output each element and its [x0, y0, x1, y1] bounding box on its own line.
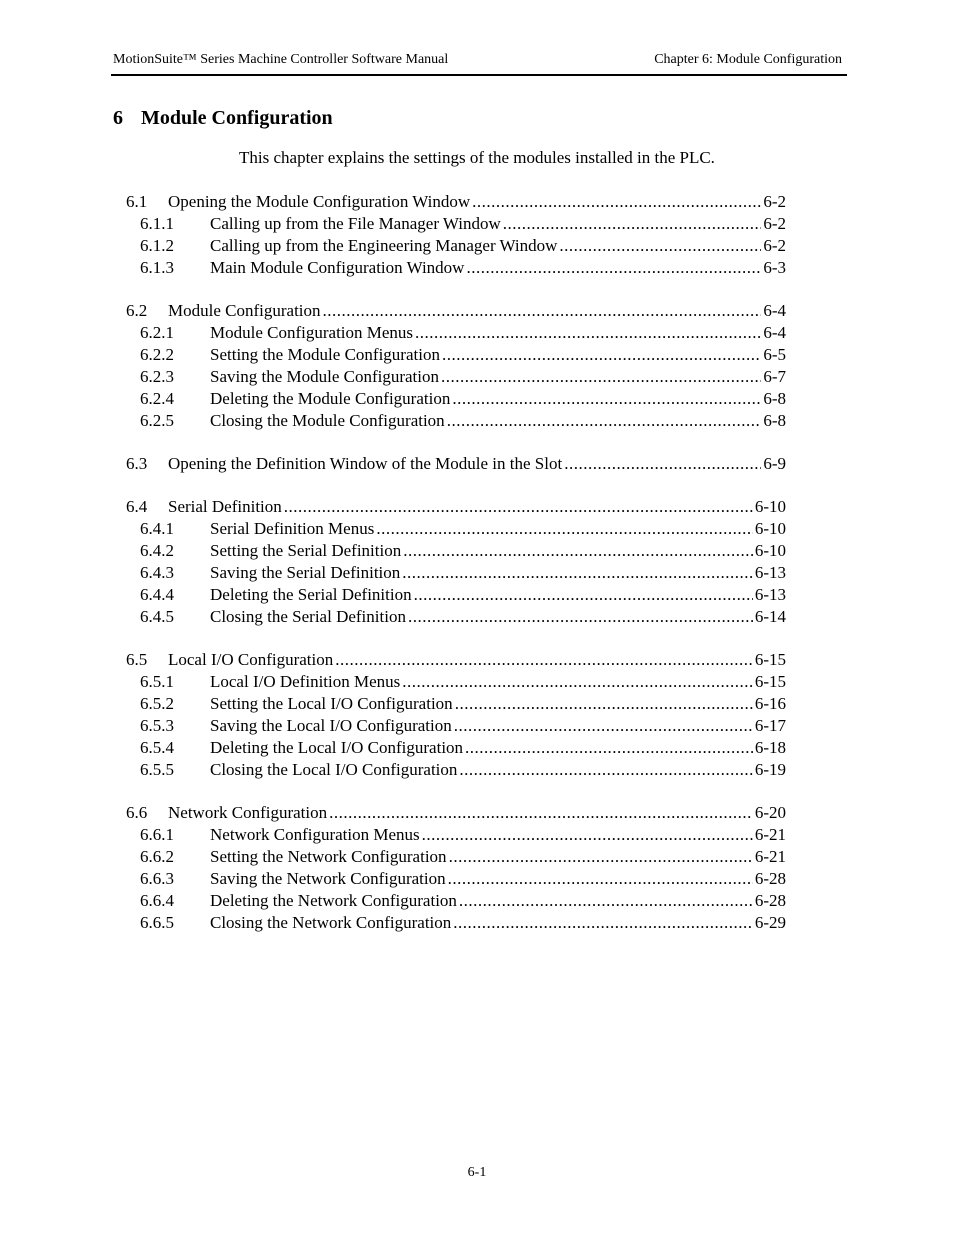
toc-entry-title: Calling up from the Engineering Manager Window: [210, 236, 558, 255]
toc-entry-line: [210, 606, 786, 628]
toc-entry[interactable]: [126, 671, 786, 693]
toc-entry-number: 6.1.2: [140, 236, 174, 255]
chapter-intro: This chapter explains the settings of the modules installed in the PLC.: [239, 148, 715, 167]
toc-entry[interactable]: [126, 235, 786, 257]
toc-entry-line: [210, 410, 786, 432]
toc-entry-title: Deleting the Local I/O Configuration: [210, 738, 464, 757]
toc-entry[interactable]: [126, 693, 786, 715]
toc-entry[interactable]: [126, 540, 786, 562]
toc-dot-leader: [414, 584, 753, 606]
toc-entry-title: Saving the Serial Definition: [210, 563, 401, 582]
toc-dot-leader: [459, 759, 752, 781]
toc-entry-number: 6.2.5: [140, 411, 174, 430]
toc-entry-page: 6-13: [754, 585, 786, 604]
toc-entry-title: Setting the Serial Definition: [210, 541, 402, 560]
toc-entry-number: 6.2.4: [140, 389, 174, 408]
toc-dot-leader: [447, 410, 762, 432]
toc-dot-leader: [422, 824, 753, 846]
toc-entry-title: Deleting the Serial Definition: [210, 585, 412, 604]
chapter-number: 6: [113, 107, 123, 129]
chapter-heading: [113, 107, 333, 130]
toc-entry[interactable]: [126, 715, 786, 737]
toc-entry-title: Setting the Network Configuration: [210, 847, 447, 866]
toc-entry-line: [210, 584, 786, 606]
toc-entry[interactable]: [126, 213, 786, 235]
toc-entry-number: 6.1.1: [140, 214, 174, 233]
toc-entry-number: 6.5.5: [140, 760, 174, 779]
toc-entry[interactable]: [126, 453, 786, 475]
header-divider: [111, 74, 847, 76]
toc-entry-line: [210, 213, 786, 235]
toc-entry-page: 6-10: [754, 519, 786, 538]
toc-dot-leader: [403, 540, 753, 562]
toc-entry-title: Opening the Module Configuration Window: [168, 192, 471, 211]
toc-dot-leader: [335, 649, 753, 671]
toc-entry-title: Network Configuration: [168, 803, 328, 822]
toc-entry-page: 6-7: [763, 367, 786, 386]
toc-entry[interactable]: [126, 737, 786, 759]
toc-dot-leader: [559, 235, 761, 257]
toc-entry-number: 6.2.1: [140, 323, 174, 342]
toc-entry-title: Saving the Module Configuration: [210, 367, 440, 386]
toc-entry-page: 6-4: [763, 301, 786, 320]
toc-entry[interactable]: [126, 846, 786, 868]
toc-entry-line: [210, 518, 786, 540]
toc-entry-page: 6-15: [754, 672, 786, 691]
toc-entry-line: [210, 890, 786, 912]
toc-entry[interactable]: [126, 824, 786, 846]
toc-entry-page: 6-29: [754, 913, 786, 932]
toc-entry-number: 6.1: [126, 192, 148, 211]
toc-entry-number: 6.4.1: [140, 519, 174, 538]
toc-entry-line: [210, 737, 786, 759]
toc-entry-number: 6.1.3: [140, 258, 174, 277]
toc-dot-leader: [453, 912, 753, 934]
toc-dot-leader: [442, 344, 761, 366]
toc-entry-line: [168, 649, 786, 671]
table-of-contents: [126, 191, 786, 934]
toc-entry-title: Network Configuration Menus: [210, 825, 420, 844]
toc-entry-number: 6.4.5: [140, 607, 174, 626]
toc-entry-number: 6.5.3: [140, 716, 174, 735]
toc-entry-line: [168, 802, 786, 824]
toc-entry[interactable]: [126, 649, 786, 671]
toc-dot-leader: [449, 846, 753, 868]
toc-entry[interactable]: [126, 410, 786, 432]
toc-dot-leader: [503, 213, 762, 235]
toc-entry-page: 6-16: [754, 694, 786, 713]
toc-entry-title: Module Configuration Menus: [210, 323, 414, 342]
toc-dot-leader: [454, 715, 753, 737]
toc-entry[interactable]: [126, 518, 786, 540]
chapter-title: Module Configuration: [141, 107, 333, 129]
toc-entry-line: [210, 912, 786, 934]
toc-entry[interactable]: [126, 496, 786, 518]
toc-entry-page: 6-13: [754, 563, 786, 582]
toc-entry-page: 6-20: [754, 803, 786, 822]
toc-entry-line: [210, 824, 786, 846]
toc-entry-page: 6-2: [763, 236, 786, 255]
toc-dot-leader: [564, 453, 761, 475]
toc-entry-line: [210, 344, 786, 366]
toc-entry-number: 6.6.2: [140, 847, 174, 866]
toc-entry-line: [210, 868, 786, 890]
toc-dot-leader: [459, 890, 753, 912]
toc-entry-page: 6-15: [754, 650, 786, 669]
toc-entry-number: 6.6.3: [140, 869, 174, 888]
toc-entry-line: [210, 257, 786, 279]
toc-entry-number: 6.4: [126, 497, 148, 516]
toc-entry[interactable]: [126, 191, 786, 213]
toc-entry-title: Deleting the Network Configuration: [210, 891, 457, 910]
toc-entry[interactable]: [126, 388, 786, 410]
toc-entry-number: 6.6: [126, 803, 148, 822]
toc-entry-number: 6.2.2: [140, 345, 174, 364]
toc-entry[interactable]: [126, 890, 786, 912]
toc-entry-page: 6-4: [763, 323, 786, 342]
toc-entry-number: 6.5.1: [140, 672, 174, 691]
toc-entry-number: 6.5: [126, 650, 148, 669]
toc-entry-line: [168, 300, 786, 322]
toc-entry-page: 6-19: [754, 760, 786, 779]
toc-entry[interactable]: [126, 759, 786, 781]
toc-entry[interactable]: [126, 802, 786, 824]
toc-entry[interactable]: [126, 584, 786, 606]
toc-entry-number: 6.4.4: [140, 585, 174, 604]
toc-entry-page: 6-21: [754, 825, 786, 844]
toc-dot-leader: [465, 737, 753, 759]
toc-entry-line: [168, 453, 786, 475]
toc-entry-page: 6-17: [754, 716, 786, 735]
toc-entry-title: Saving the Local I/O Configuration: [210, 716, 452, 735]
manual-title: MotionSuite™ Series Machine Controller Software Manual: [113, 52, 449, 67]
toc-entry-page: 6-21: [754, 847, 786, 866]
toc-dot-leader: [441, 366, 761, 388]
chapter-header: Chapter 6: Module Configuration: [654, 52, 842, 67]
toc-dot-leader: [323, 300, 762, 322]
toc-entry-number: 6.2.3: [140, 367, 174, 386]
toc-dot-leader: [284, 496, 753, 518]
toc-dot-leader: [448, 868, 753, 890]
toc-entry-page: 6-28: [754, 891, 786, 910]
toc-entry-page: 6-10: [754, 541, 786, 560]
toc-entry[interactable]: [126, 322, 786, 344]
toc-entry-number: 6.6.5: [140, 913, 174, 932]
toc-entry-line: [210, 366, 786, 388]
toc-entry-number: 6.6.4: [140, 891, 174, 910]
toc-entry[interactable]: [126, 366, 786, 388]
toc-entry-number: 6.3: [126, 454, 148, 473]
toc-entry-line: [168, 191, 786, 213]
toc-entry-title: Calling up from the File Manager Window: [210, 214, 501, 233]
toc-entry-title: Main Module Configuration Window: [210, 258, 465, 277]
toc-entry[interactable]: [126, 300, 786, 322]
toc-entry[interactable]: [126, 606, 786, 628]
toc-entry-number: 6.5.2: [140, 694, 174, 713]
toc-entry-title: Closing the Serial Definition: [210, 607, 406, 626]
toc-entry-title: Closing the Network Configuration: [210, 913, 452, 932]
page-header: [111, 52, 846, 72]
toc-entry-title: Local I/O Configuration: [168, 650, 334, 669]
toc-entry[interactable]: [126, 257, 786, 279]
toc-entry-line: [210, 715, 786, 737]
toc-entry-line: [210, 540, 786, 562]
toc-entry-page: 6-28: [754, 869, 786, 888]
toc-entry-title: Opening the Definition Window of the Module in the Slot: [168, 454, 563, 473]
toc-dot-leader: [408, 606, 753, 628]
toc-entry-line: [210, 322, 786, 344]
toc-entry-title: Closing the Local I/O Configuration: [210, 760, 458, 779]
toc-entry-line: [210, 562, 786, 584]
toc-entry-line: [210, 671, 786, 693]
toc-dot-leader: [466, 257, 761, 279]
toc-entry-title: Setting the Local I/O Configuration: [210, 694, 453, 713]
toc-entry-line: [210, 759, 786, 781]
toc-entry-line: [210, 388, 786, 410]
toc-entry-page: 6-8: [763, 389, 786, 408]
toc-entry-number: 6.2: [126, 301, 148, 320]
toc-entry[interactable]: [126, 868, 786, 890]
toc-entry-line: [168, 496, 786, 518]
toc-entry-page: 6-9: [763, 454, 786, 473]
toc-entry-line: [210, 693, 786, 715]
toc-entry-title: Deleting the Module Configuration: [210, 389, 451, 408]
toc-entry-title: Setting the Module Configuration: [210, 345, 440, 364]
toc-dot-leader: [376, 518, 753, 540]
toc-dot-leader: [472, 191, 761, 213]
toc-entry-title: Local I/O Definition Menus: [210, 672, 401, 691]
toc-dot-leader: [415, 322, 761, 344]
toc-entry-page: 6-3: [763, 258, 786, 277]
toc-entry-title: Closing the Module Configuration: [210, 411, 445, 430]
toc-entry-number: 6.5.4: [140, 738, 174, 757]
toc-entry[interactable]: [126, 562, 786, 584]
toc-entry-page: 6-14: [754, 607, 786, 626]
toc-entry[interactable]: [126, 344, 786, 366]
toc-dot-leader: [402, 671, 753, 693]
toc-dot-leader: [329, 802, 753, 824]
toc-entry-page: 6-2: [763, 214, 786, 233]
toc-entry-page: 6-8: [763, 411, 786, 430]
toc-entry-line: [210, 235, 786, 257]
toc-entry-title: Serial Definition Menus: [210, 519, 375, 538]
toc-dot-leader: [455, 693, 753, 715]
toc-entry-number: 6.4.3: [140, 563, 174, 582]
toc-entry-number: 6.6.1: [140, 825, 174, 844]
toc-entry-page: 6-2: [763, 192, 786, 211]
toc-entry-title: Serial Definition: [168, 497, 282, 516]
toc-dot-leader: [402, 562, 753, 584]
toc-entry[interactable]: [126, 912, 786, 934]
toc-entry-title: Saving the Network Configuration: [210, 869, 446, 888]
toc-dot-leader: [452, 388, 761, 410]
toc-entry-title: Module Configuration: [168, 301, 321, 320]
toc-entry-page: 6-10: [754, 497, 786, 516]
toc-entry-page: 6-5: [763, 345, 786, 364]
toc-entry-line: [210, 846, 786, 868]
toc-entry-page: 6-18: [754, 738, 786, 757]
toc-entry-number: 6.4.2: [140, 541, 174, 560]
page-number: 6-1: [467, 1165, 487, 1180]
